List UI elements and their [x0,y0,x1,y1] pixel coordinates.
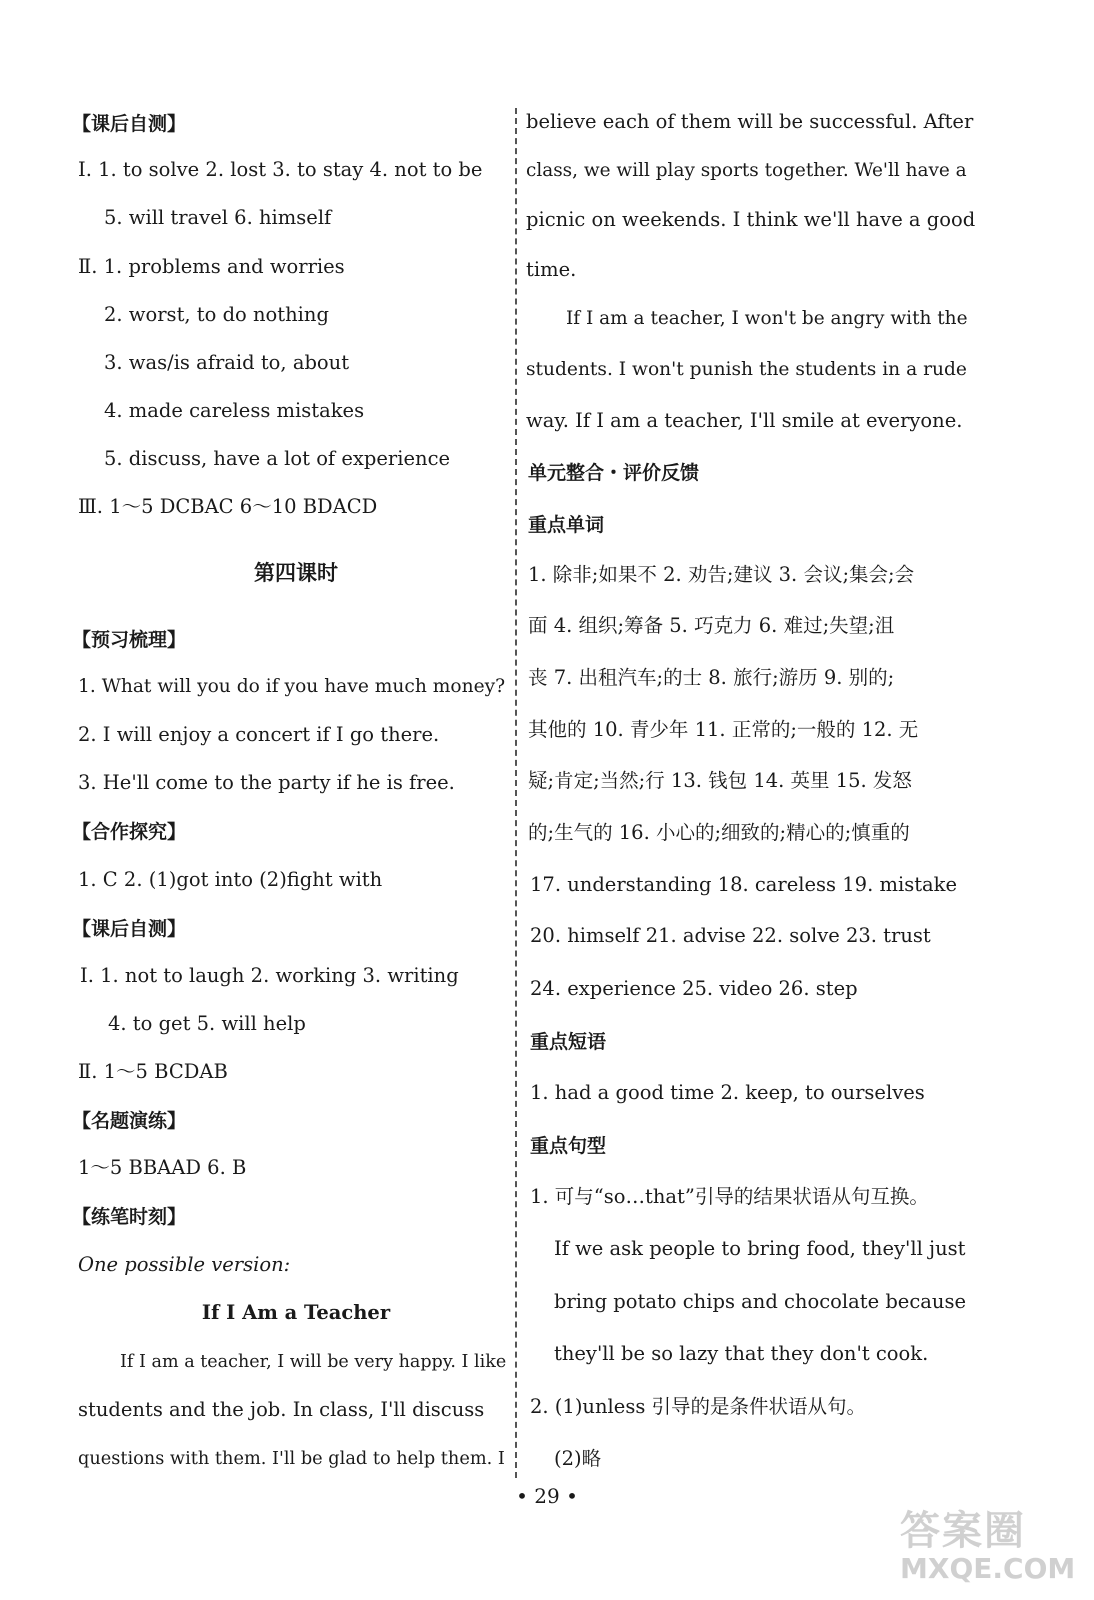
essay-line: If I am a teacher, I will be very happy. I like [120,1352,507,1372]
sentence-line: 2. (1)unless 引导的是条件状语从句。 [530,1395,867,1418]
section-heading: 重点短语 [530,1031,607,1053]
section-heading: 【课后自测】 [72,918,187,940]
section-heading: 重点句型 [530,1135,607,1157]
essay-line: believe each of them will be successful. After [526,110,974,133]
section-heading: 【预习梳理】 [72,629,187,651]
vocab-line: 20. himself 21. advise 22. solve 23. trust [530,924,931,947]
vocab-line: 的;生气的 16. 小心的;细致的;精心的;慎重的 [528,821,910,844]
sentence-line: If we ask people to bring food, they'll just [554,1237,966,1260]
section-heading: 【名题演练】 [72,1110,187,1132]
watermark-url: MXQE.COM [900,1552,1076,1585]
sentence-line: 1. 可与“so…that”引导的结果状语从句互换。 [530,1185,929,1208]
answer-line: Ⅰ. 1. not to laugh 2. working 3. writing [80,964,459,987]
essay-title: If I Am a Teacher [201,1301,391,1324]
vocab-line: 丧 7. 出租汽车;的士 8. 旅行;游历 9. 别的; [528,666,895,689]
vocab-line: 1. 除非;如果不 2. 劝告;建议 3. 会议;集会;会 [528,563,915,586]
vocab-line: 24. experience 25. video 26. step [530,977,858,1000]
column-divider [515,108,517,1478]
answer-line: 2. I will enjoy a concert if I go there. [78,723,440,746]
section-heading: 【练笔时刻】 [72,1206,187,1228]
essay-line: class, we will play sports together. We'll have a [526,160,967,181]
phrase-line: 1. had a good time 2. keep, to ourselves [530,1081,925,1104]
answer-line: 1～5 BBAAD 6. B [78,1156,247,1179]
essay-line: questions with them. I'll be glad to help them. I [78,1449,505,1469]
vocab-line: 17. understanding 18. careless 19. mistake [530,873,958,896]
essay-line: picnic on weekends. I think we'll have a good [526,208,976,231]
answer-line: 3. was/is afraid to, about [104,351,350,374]
answer-line: 5. will travel 6. himself [104,206,332,229]
essay-intro: One possible version: [78,1253,291,1276]
watermark-text: 答案圈 [900,1508,1026,1554]
section-heading: 【课后自测】 [72,113,187,135]
answer-line: 2. worst, to do nothing [104,303,329,326]
page-number: • 29 • [516,1484,578,1508]
section-heading: 重点单词 [528,514,605,536]
vocab-line: 疑;肯定;当然;行 13. 钱包 14. 英里 15. 发怒 [528,769,912,792]
watermark-logo [900,1508,1080,1594]
section-heading: 单元整合・评价反馈 [528,462,700,484]
answer-line: 4. made careless mistakes [104,399,365,422]
lesson-title: 第四课时 [254,561,338,585]
essay-line: way. If I am a teacher, I'll smile at everyone. [526,409,963,432]
essay-line: students and the job. In class, I'll discuss [78,1398,485,1421]
vocab-line: 面 4. 组织;筹备 5. 巧克力 6. 难过;失望;沮 [528,614,895,637]
section-heading: 【合作探究】 [72,821,187,843]
sentence-line: bring potato chips and chocolate because [554,1290,967,1313]
vocab-line: 其他的 10. 青少年 11. 正常的;一般的 12. 无 [528,718,919,741]
essay-line: students. I won't punish the students in a rude [526,359,967,380]
sentence-line: they'll be so lazy that they don't cook. [554,1342,929,1365]
sentence-line: (2)略 [554,1447,602,1470]
answer-line: 5. discuss, have a lot of experience [104,447,451,470]
answer-line: Ⅱ. 1. problems and worries [78,255,345,278]
essay-line: time. [526,258,577,281]
answer-line: Ⅲ. 1～5 DCBAC 6～10 BDACD [78,495,378,518]
answer-line: Ⅱ. 1～5 BCDAB [78,1060,228,1083]
answer-line: 1. What will you do if you have much money? [78,676,506,697]
answer-line: 3. He'll come to the party if he is free. [78,771,455,794]
answer-line: 4. to get 5. will help [108,1012,306,1035]
answer-line: Ⅰ. 1. to solve 2. lost 3. to stay 4. not to be [78,158,483,181]
answer-line: 1. C 2. (1)got into (2)fight with [78,868,383,891]
essay-line: If I am a teacher, I won't be angry with the [566,308,968,329]
